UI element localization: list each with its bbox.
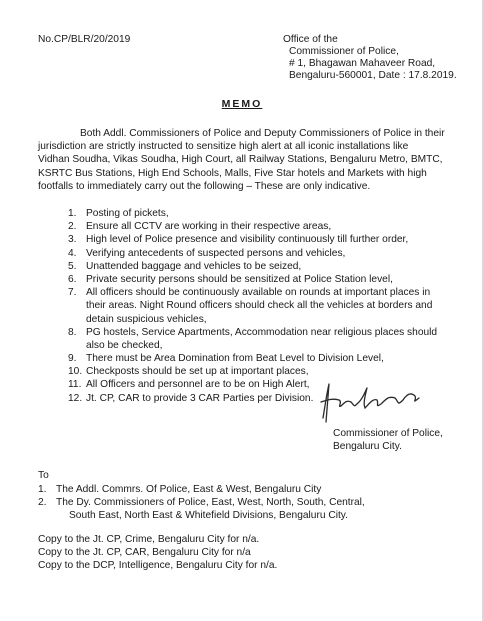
list-item: 1. Posting of pickets, [68, 208, 169, 219]
reference-number: No.CP/BLR/20/2019 [38, 34, 131, 45]
recipient-list [38, 484, 365, 524]
handwritten-signature [315, 378, 425, 426]
office-address [283, 34, 457, 82]
list-item: 4. Verifying antecedents of suspected persons and vehicles, [68, 247, 346, 259]
paragraph-line: Both Addl. Commissioners of Police and Deputy Commissioners of Police in their [80, 128, 445, 139]
list-item: 2. Ensure all CCTV are working in their respective areas, [68, 221, 332, 233]
list-item: 8. PG hostels, Service Apartments, Accommodation near religious places should [68, 326, 438, 338]
signer-location: Bengaluru City. [333, 441, 402, 452]
signature-block [333, 428, 443, 453]
memo-title: MEMO [221, 98, 263, 110]
paragraph-line: Vidhan Soudha, Vikas Soudha, High Court, all Railway Stations, Bengaluru Metro, BMTC, [38, 154, 443, 166]
body-paragraph [38, 127, 448, 193]
copy-line: Copy to the Jt. CP, Crime, Bengaluru City for n/a. [38, 534, 260, 545]
paragraph-line: KSRTC Bus Stations, High End Schools, Malls, Five Star hotels and Markets with high [38, 167, 427, 179]
list-item-continuation: their areas. Night Round officers should check all the vehicles at borders and [86, 300, 433, 312]
instruction-list [68, 208, 437, 406]
paragraph-line: footfalls to immediately carry out the following – These are only indicative. [38, 180, 371, 192]
copy-line: Copy to the DCP, Intelligence, Bengaluru City for n/a. [38, 560, 278, 572]
office-line: Commissioner of Police, [289, 46, 399, 57]
paragraph-line: jurisdiction are strictly instructed to sensitize high alert at all iconic installations like [38, 141, 409, 153]
office-line: Office of the [283, 34, 338, 45]
list-item: 7. All officers should be continuously available on rounds at important places in [68, 287, 431, 299]
list-item: 1. The Addl. Commrs. Of Police, East & West, Bengaluru City [38, 484, 322, 495]
list-item-continuation: detain suspicious vehicles, [86, 313, 207, 325]
list-item: 11. All Officers and personnel are to be on High Alert, [68, 379, 310, 391]
office-line: # 1, Bhagawan Mahaveer Road, [289, 58, 436, 69]
list-item: 2. The Dy. Commissioners of Police, East, West, North, South, Central, [38, 497, 365, 509]
list-item: 10. Checkposts should be set up at important places, [68, 366, 309, 378]
list-item: 5. Unattended baggage and vehicles to be seized, [68, 260, 302, 272]
list-item: 3. High level of Police presence and visibility continuously till further order, [68, 234, 409, 246]
list-item-continuation: South East, North East & Whitefield Divisions, Bengaluru City. [69, 510, 348, 522]
list-item-continuation: also be checked, [86, 339, 163, 351]
to-label: To [38, 470, 49, 481]
list-item: 6. Private security persons should be sensitized at Police Station level, [68, 273, 393, 285]
signer-designation: Commissioner of Police, [333, 428, 443, 439]
list-item: 9. There must be Area Domination from Beat Level to Division Level, [68, 353, 384, 365]
copy-distribution [38, 534, 277, 574]
copy-line: Copy to the Jt. CP, CAR, Bengaluru City for n/a [38, 547, 251, 559]
list-item: 12. Jt. CP, CAR to provide 3 CAR Parties per Division. [68, 392, 314, 404]
office-line: Bengaluru-560001, Date : 17.8.2019. [289, 70, 457, 81]
